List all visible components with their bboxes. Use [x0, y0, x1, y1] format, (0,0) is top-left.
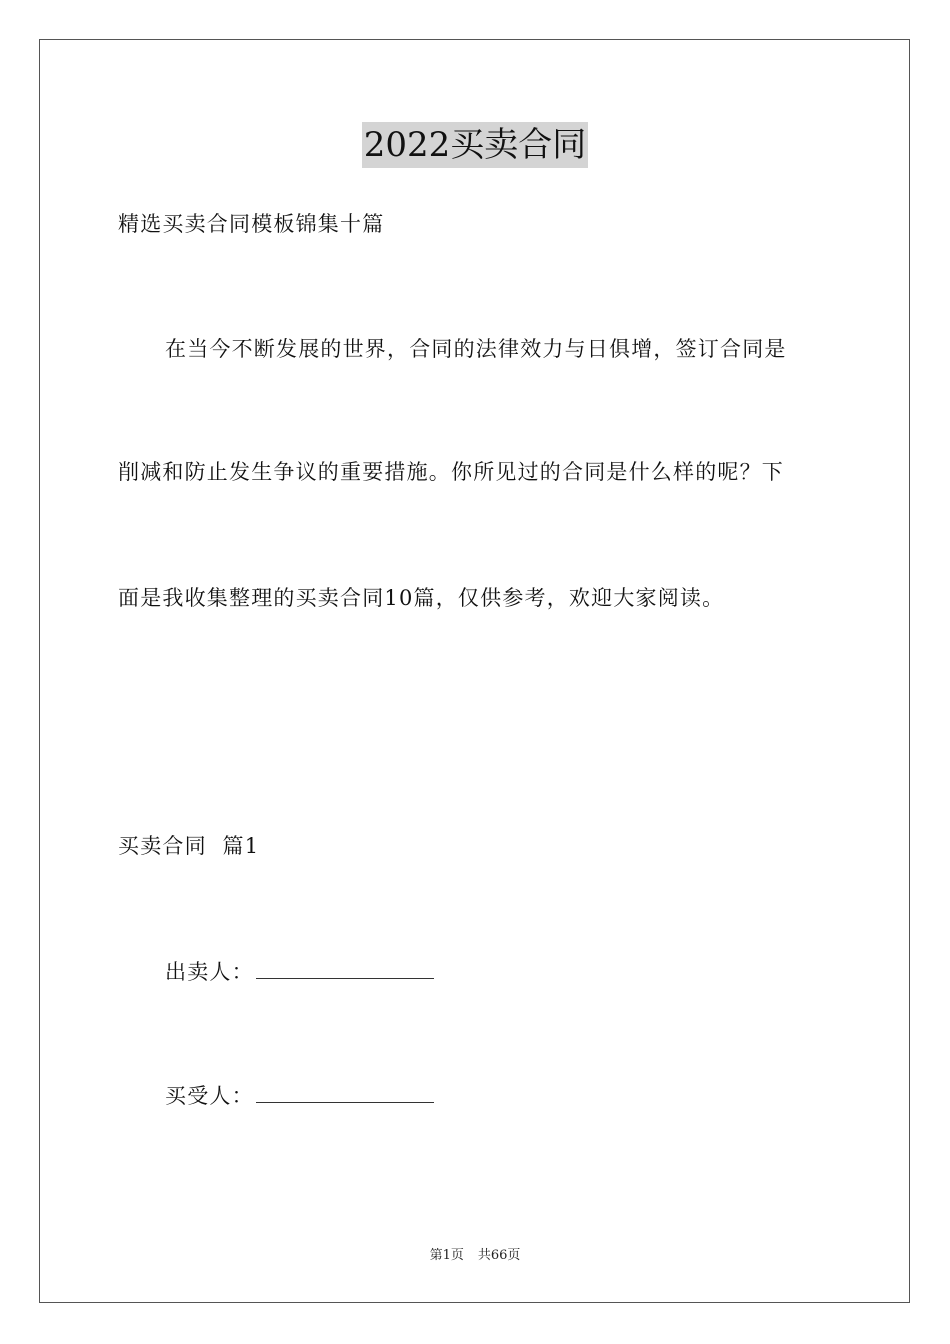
title-container	[0, 122, 950, 168]
buyer-field	[165, 1080, 434, 1111]
intro-line-3: 面是我收集整理的买卖合同10篇，仅供参考，欢迎大家阅读。	[118, 586, 725, 610]
current-page-number: 第1页	[429, 1248, 464, 1263]
seller-blank-line	[256, 956, 434, 979]
buyer-blank-line	[256, 1080, 434, 1103]
seller-field	[165, 956, 434, 987]
intro-line-2: 削减和防止发生争议的重要措施。你所见过的合同是什么样的呢？下	[118, 460, 784, 484]
seller-label: 出卖人：	[165, 960, 254, 984]
intro-line-1: 在当今不断发展的世界，合同的法律效力与日俱增，签订合同是	[165, 337, 787, 361]
buyer-label: 买受人：	[165, 1084, 254, 1108]
total-pages: 共66页	[477, 1248, 521, 1263]
section-heading: 买卖合同 篇1	[118, 834, 260, 858]
document-subtitle: 精选买卖合同模板锦集十篇	[118, 212, 385, 236]
document-title: 2022买卖合同	[362, 122, 589, 168]
page-footer	[0, 1247, 950, 1265]
